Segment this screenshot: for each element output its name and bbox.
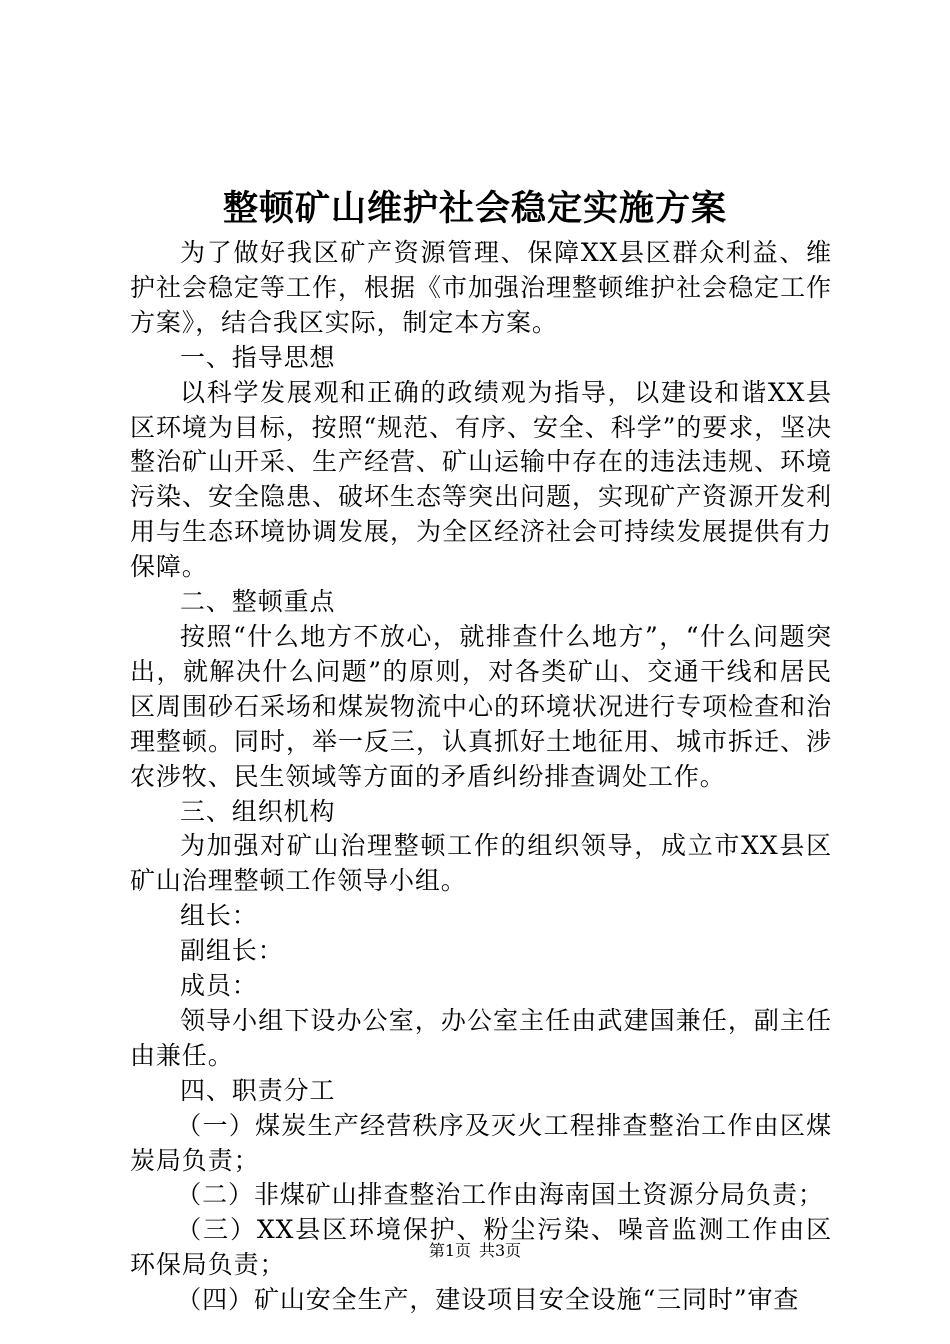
section-heading-responsibilities: 四、职责分工 [180,1075,336,1105]
section-heading-rectification-focus: 二、整顿重点 [180,587,336,617]
responsibility-item-2: （二）非煤矿山排查整治工作由海南国土资源分局负责； [176,1180,824,1210]
intro-paragraph: 为了做好我区矿产资源管理、保障XX县区群众利益、维护社会稳定等工作，根据《市加强治理整顿维护社会稳定工作方案》，结合我区实际，制定本方案。 [130,238,832,337]
responsibility-item-1: （一）煤炭生产经营秩序及灭火工程排查整治工作由区煤炭局负责； [130,1110,832,1175]
responsibility-item-3: （三）XX县区环境保护、粉尘污染、噪音监测工作由区环保局负责； [130,1215,832,1280]
page-number: 第1页 [428,1241,471,1260]
group-leader-line: 组长： [180,901,258,931]
deputy-leader-line: 副组长： [180,936,284,966]
document-body [130,236,832,1318]
document-title: 整顿矿山维护社会稳定实施方案 [222,188,727,229]
office-paragraph: 领导小组下设办公室，办公室主任由武建国兼任，副主任由兼任。 [130,1005,832,1070]
page-footer [0,1241,950,1261]
responsibility-item-4: （四）矿山安全生产，建设项目安全设施“三同时”审查 [176,1285,800,1315]
page-total: 共3页 [479,1241,522,1260]
guiding-ideology-paragraph: 以科学发展观和正确的政绩观为指导，以建设和谐XX县区环境为目标，按照“规范、有序、安全、科学”的要求，坚决整治矿山开采、生产经营、矿山运输中存在的违法违规、环境污染、安全隐患、破坏生态等突出问题，实现矿产资源开发利用与生态环境协调发展，为全区经济社会可持续发展提供有力保障。 [130,377,832,582]
organization-paragraph: 为加强对矿山治理整顿工作的组织领导，成立市XX县区矿山治理整顿工作领导小组。 [130,831,832,896]
rectification-focus-paragraph: 按照“什么地方不放心，就排查什么地方”，“什么问题突出，就解决什么问题”的原则，对各类矿山、交通干线和居民区周围砂石采场和煤炭物流中心的环境状况进行专项检查和治理整顿。同时，举一反三，认真抓好土地征用、城市拆迁、涉农涉牧、民生领域等方面的矛盾纠纷排查调处工作。 [130,621,832,791]
section-heading-organization: 三、组织机构 [180,796,336,826]
members-line: 成员： [180,971,258,1001]
section-heading-guiding-ideology: 一、指导思想 [180,342,336,372]
